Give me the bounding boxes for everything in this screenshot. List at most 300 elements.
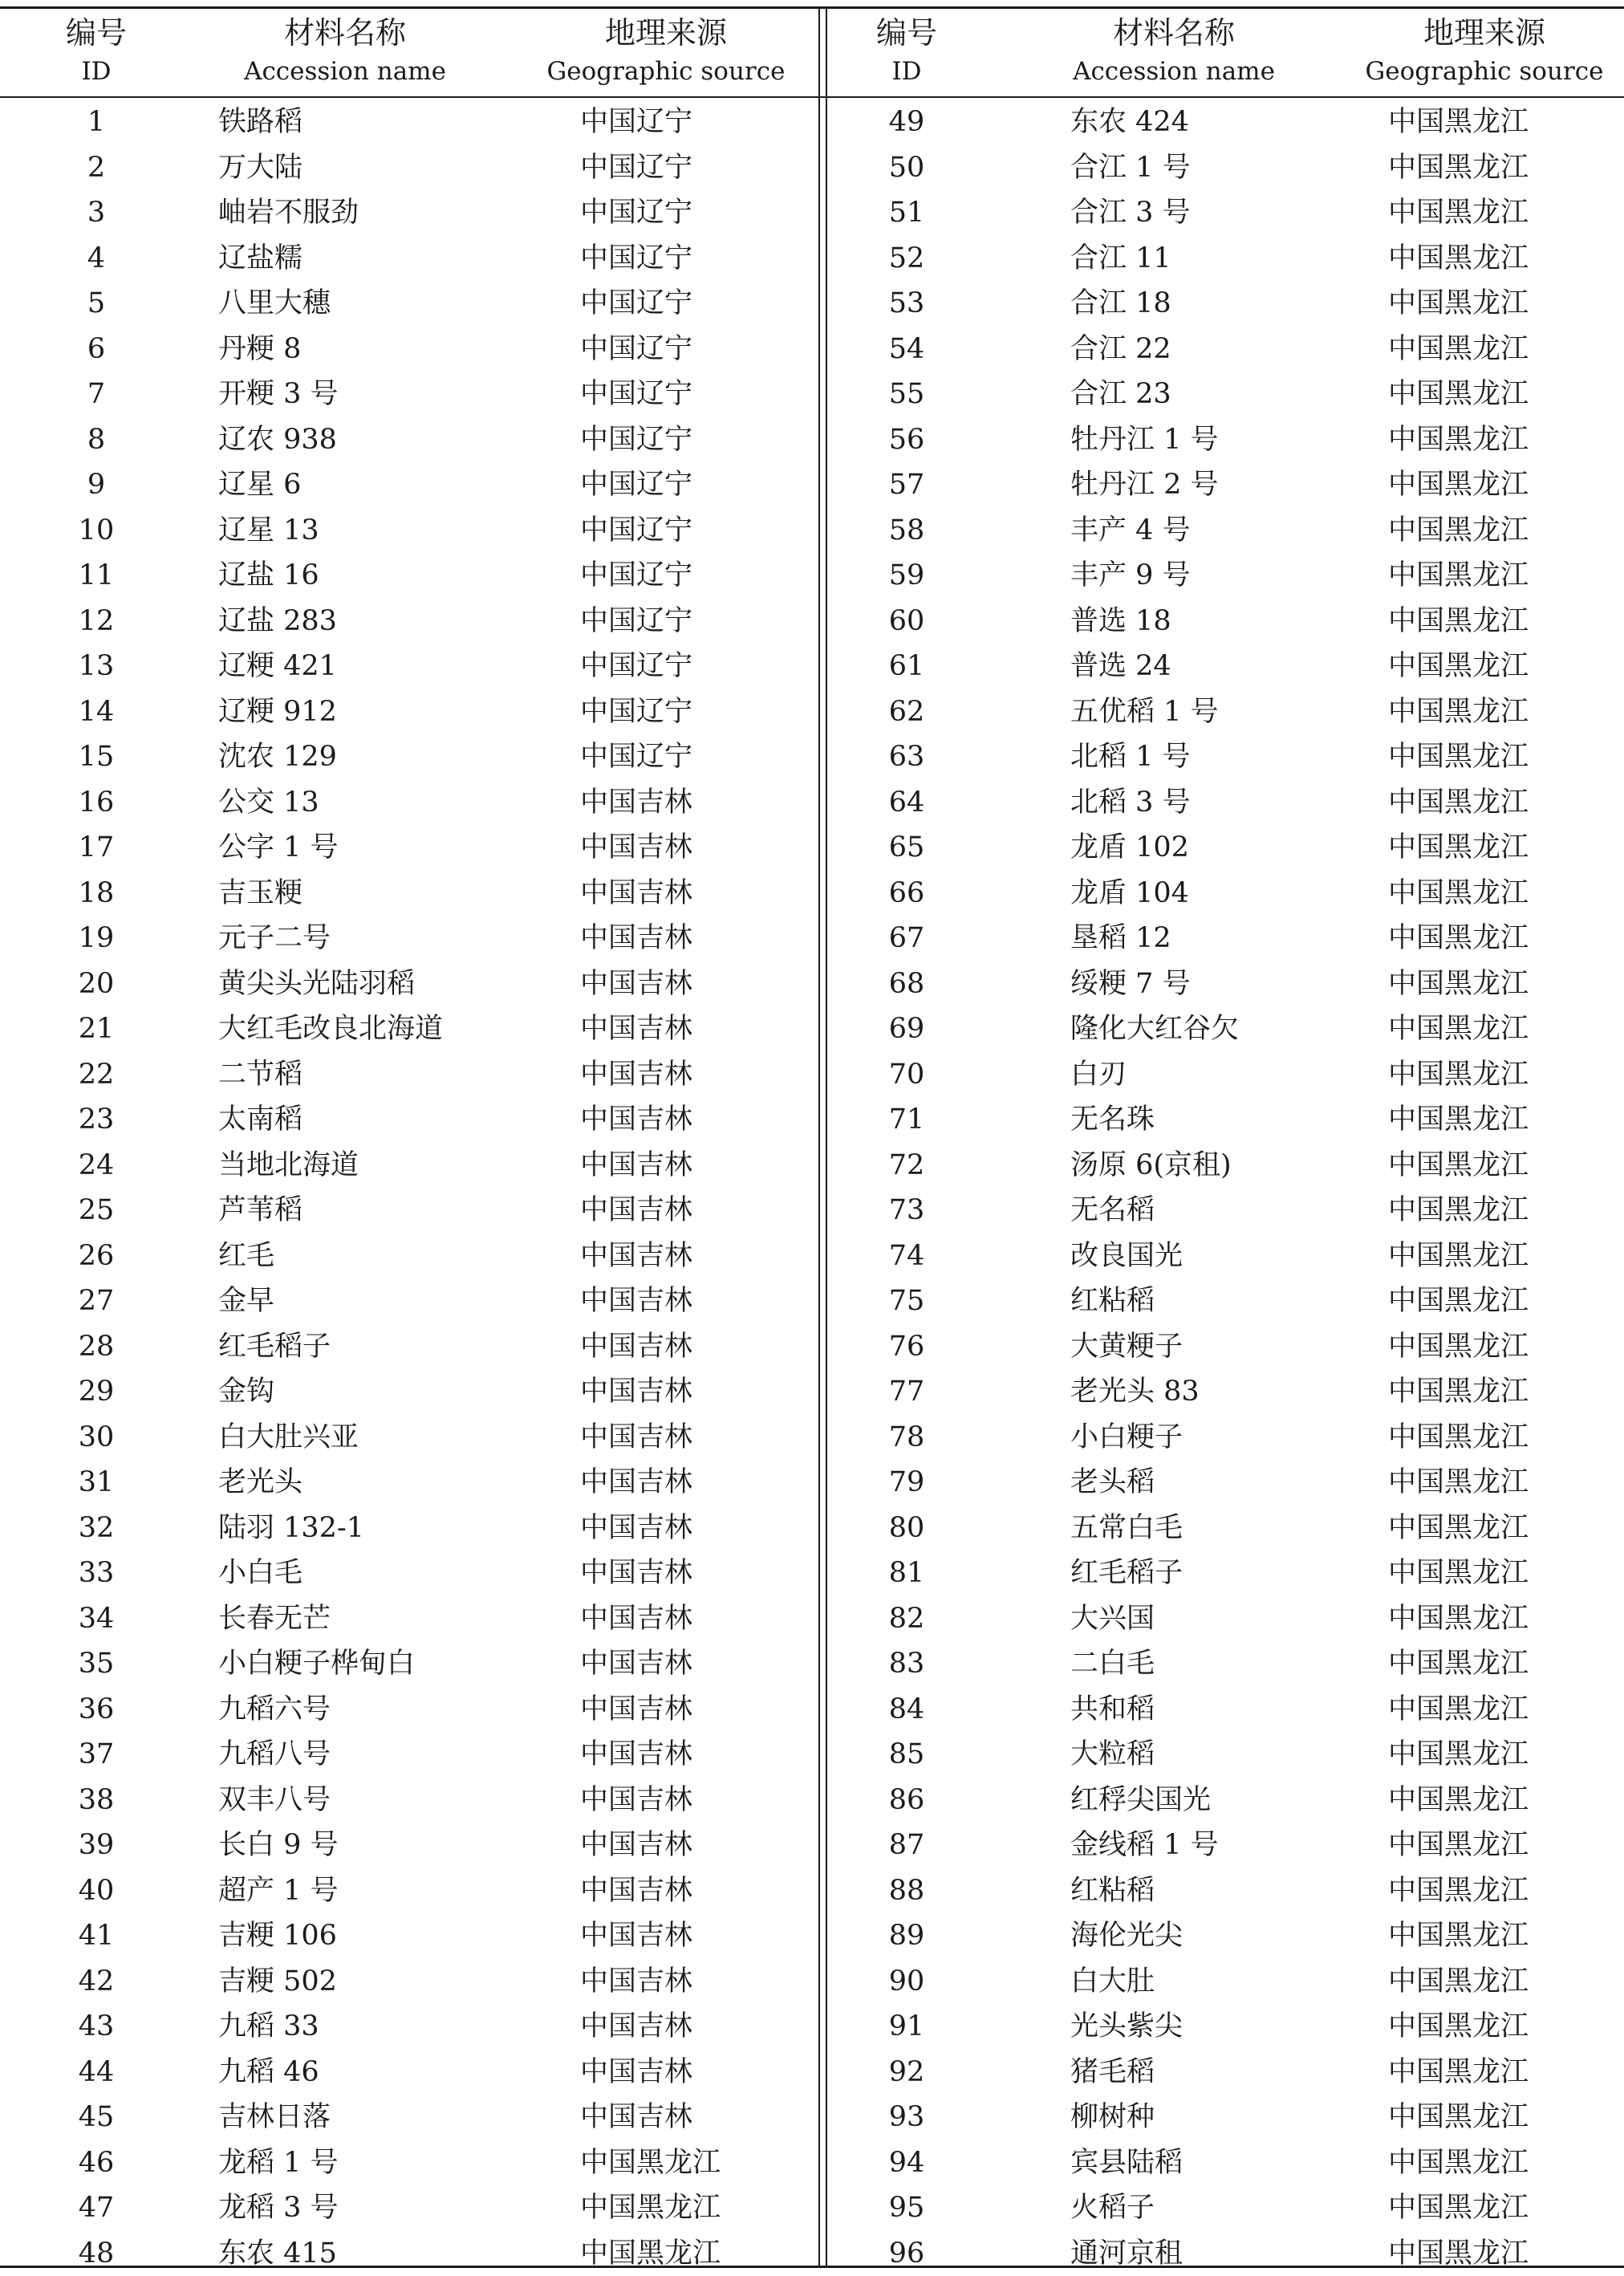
cell-geographic-source: 中国吉林 — [580, 1006, 805, 1052]
table-row — [826, 1415, 1624, 1461]
cell-id: 53 — [826, 281, 987, 327]
cell-geographic-source: 中国辽宁 — [580, 145, 805, 191]
table-row — [826, 281, 1624, 327]
cell-accession-name: 辽盐 16 — [218, 553, 523, 599]
table-row — [0, 734, 820, 780]
cell-id: 14 — [32, 689, 160, 735]
cell-accession-name: 牡丹江 2 号 — [1070, 462, 1343, 508]
cell-accession-name: 火稻子 — [1070, 2185, 1343, 2231]
cell-id: 83 — [826, 1641, 987, 1687]
cell-accession-name: 五优稻 1 号 — [1070, 689, 1343, 735]
cell-geographic-source: 中国黑龙江 — [1388, 553, 1613, 599]
cell-geographic-source: 中国辽宁 — [580, 190, 805, 236]
cell-geographic-source: 中国吉林 — [580, 1687, 805, 1733]
cell-accession-name: 吉粳 502 — [218, 1959, 523, 2005]
cell-geographic-source: 中国黑龙江 — [1388, 780, 1613, 826]
cell-geographic-source: 中国辽宁 — [580, 689, 805, 735]
cell-accession-name: 吉粳 106 — [218, 1913, 523, 1959]
table-row — [0, 871, 820, 916]
cell-id: 37 — [32, 1732, 160, 1778]
table-row — [826, 1006, 1624, 1052]
cell-id: 42 — [32, 1959, 160, 2005]
table-row — [0, 689, 820, 735]
header-name-zh: 材料名称 — [201, 13, 489, 53]
cell-geographic-source: 中国吉林 — [580, 1234, 805, 1279]
cell-id: 24 — [32, 1143, 160, 1189]
table-row — [0, 1868, 820, 1914]
cell-geographic-source: 中国吉林 — [580, 961, 805, 1007]
table-row — [826, 553, 1624, 599]
cell-id: 58 — [826, 508, 987, 554]
cell-geographic-source: 中国吉林 — [580, 1641, 805, 1687]
table-row — [0, 2231, 820, 2276]
cell-geographic-source: 中国黑龙江 — [1388, 1732, 1613, 1778]
cell-geographic-source: 中国黑龙江 — [1388, 1687, 1613, 1733]
cell-id: 94 — [826, 2140, 987, 2186]
cell-id: 40 — [32, 1868, 160, 1914]
header-name — [1037, 10, 1310, 96]
cell-geographic-source: 中国黑龙江 — [1388, 916, 1613, 961]
table-row — [826, 1460, 1624, 1506]
header-name-en: Accession name — [201, 53, 489, 90]
table-row — [0, 1324, 820, 1370]
cell-id: 71 — [826, 1097, 987, 1143]
cell-id: 33 — [32, 1551, 160, 1596]
cell-id: 8 — [32, 417, 160, 463]
cell-id: 67 — [826, 916, 987, 961]
table-row — [826, 1052, 1624, 1098]
cell-geographic-source: 中国吉林 — [580, 1278, 805, 1324]
cell-geographic-source: 中国辽宁 — [580, 599, 805, 644]
cell-id: 56 — [826, 417, 987, 463]
table-row — [826, 190, 1624, 236]
table-row — [826, 961, 1624, 1007]
cell-id: 16 — [32, 780, 160, 826]
cell-id: 45 — [32, 2095, 160, 2140]
cell-id: 20 — [32, 961, 160, 1007]
cell-id: 61 — [826, 644, 987, 689]
cell-accession-name: 太南稻 — [218, 1097, 523, 1143]
table-row — [826, 236, 1624, 282]
cell-geographic-source: 中国黑龙江 — [1388, 1868, 1613, 1914]
cell-accession-name: 九稻八号 — [218, 1732, 523, 1778]
cell-id: 93 — [826, 2095, 987, 2140]
cell-geographic-source: 中国黑龙江 — [1388, 1324, 1613, 1370]
cell-id: 28 — [32, 1324, 160, 1370]
cell-accession-name: 白大肚 — [1070, 1959, 1343, 2005]
table-row — [826, 372, 1624, 417]
cell-id: 1 — [32, 100, 160, 145]
cell-accession-name: 红粘稻 — [1070, 1868, 1343, 1914]
cell-id: 32 — [32, 1506, 160, 1551]
cell-id: 7 — [32, 372, 160, 417]
cell-accession-name: 龙稻 1 号 — [218, 2140, 523, 2186]
table-row — [826, 1959, 1624, 2005]
cell-accession-name: 宾县陆稻 — [1070, 2140, 1343, 2186]
cell-accession-name: 元子二号 — [218, 916, 523, 961]
cell-geographic-source: 中国吉林 — [580, 1823, 805, 1868]
cell-geographic-source: 中国黑龙江 — [1388, 1460, 1613, 1506]
cell-accession-name: 二节稻 — [218, 1052, 523, 1098]
cell-accession-name: 白大肚兴亚 — [218, 1415, 523, 1461]
table-row — [0, 1188, 820, 1234]
cell-geographic-source: 中国黑龙江 — [1388, 1052, 1613, 1098]
cell-geographic-source: 中国黑龙江 — [1388, 417, 1613, 463]
cell-geographic-source: 中国吉林 — [580, 1959, 805, 2005]
cell-geographic-source: 中国辽宁 — [580, 644, 805, 689]
table-row — [0, 2140, 820, 2186]
cell-id: 26 — [32, 1234, 160, 1279]
cell-id: 60 — [826, 599, 987, 644]
cell-id: 86 — [826, 1778, 987, 1823]
table-row — [0, 1506, 820, 1551]
cell-geographic-source: 中国黑龙江 — [1388, 1369, 1613, 1415]
header-id-en: ID — [32, 53, 160, 90]
cell-geographic-source: 中国黑龙江 — [1388, 236, 1613, 282]
cell-id: 36 — [32, 1687, 160, 1733]
cell-geographic-source: 中国辽宁 — [580, 281, 805, 327]
table-row — [826, 1823, 1624, 1868]
cell-geographic-source: 中国辽宁 — [580, 508, 805, 554]
cell-accession-name: 大兴国 — [1070, 1596, 1343, 1642]
table-row — [826, 916, 1624, 961]
cell-geographic-source: 中国吉林 — [580, 1868, 805, 1914]
cell-id: 46 — [32, 2140, 160, 2186]
cell-accession-name: 长春无芒 — [218, 1596, 523, 1642]
table-row — [826, 1687, 1624, 1733]
cell-geographic-source: 中国吉林 — [580, 1913, 805, 1959]
cell-accession-name: 万大陆 — [218, 145, 523, 191]
cell-geographic-source: 中国黑龙江 — [1388, 2050, 1613, 2095]
table-row — [826, 1097, 1624, 1143]
cell-accession-name: 红毛 — [218, 1234, 523, 1279]
cell-geographic-source: 中国辽宁 — [580, 462, 805, 508]
header-geo — [538, 10, 794, 96]
cell-accession-name: 海伦光尖 — [1070, 1913, 1343, 1959]
cell-id: 2 — [32, 145, 160, 191]
cell-geographic-source: 中国黑龙江 — [1388, 644, 1613, 689]
cell-geographic-source: 中国黑龙江 — [1388, 1641, 1613, 1687]
cell-accession-name: 东农 424 — [1070, 100, 1343, 145]
cell-accession-name: 吉玉粳 — [218, 871, 523, 916]
cell-geographic-source: 中国黑龙江 — [1388, 1778, 1613, 1823]
header-id-zh: 编号 — [32, 13, 160, 53]
cell-geographic-source: 中国黑龙江 — [1388, 1006, 1613, 1052]
table-row — [0, 145, 820, 191]
table-row — [826, 2185, 1624, 2231]
cell-accession-name: 辽农 938 — [218, 417, 523, 463]
cell-geographic-source: 中国黑龙江 — [1388, 100, 1613, 145]
cell-geographic-source: 中国黑龙江 — [1388, 2004, 1613, 2050]
cell-id: 84 — [826, 1687, 987, 1733]
cell-id: 3 — [32, 190, 160, 236]
table-row — [0, 1143, 820, 1189]
cell-accession-name: 柳树种 — [1070, 2095, 1343, 2140]
cell-geographic-source: 中国黑龙江 — [1388, 508, 1613, 554]
table-row — [0, 1551, 820, 1596]
cell-geographic-source: 中国黑龙江 — [1388, 462, 1613, 508]
table-row — [0, 1687, 820, 1733]
cell-id: 81 — [826, 1551, 987, 1596]
table-row — [826, 100, 1624, 145]
cell-geographic-source: 中国吉林 — [580, 2095, 805, 2140]
table-row — [826, 1234, 1624, 1279]
cell-accession-name: 老光头 — [218, 1460, 523, 1506]
cell-id: 79 — [826, 1460, 987, 1506]
cell-geographic-source: 中国黑龙江 — [1388, 1913, 1613, 1959]
cell-id: 44 — [32, 2050, 160, 2095]
cell-accession-name: 黄尖头光陆羽稻 — [218, 961, 523, 1007]
cell-id: 23 — [32, 1097, 160, 1143]
cell-id: 57 — [826, 462, 987, 508]
cell-geographic-source: 中国黑龙江 — [1388, 599, 1613, 644]
table-row — [826, 780, 1624, 826]
cell-accession-name: 辽星 13 — [218, 508, 523, 554]
cell-accession-name: 吉林日落 — [218, 2095, 523, 2140]
table-row — [826, 145, 1624, 191]
cell-id: 66 — [826, 871, 987, 916]
header-name-zh: 材料名称 — [1037, 13, 1310, 53]
cell-geographic-source: 中国吉林 — [580, 1143, 805, 1189]
cell-geographic-source: 中国黑龙江 — [1388, 1234, 1613, 1279]
cell-geographic-source: 中国黑龙江 — [1388, 190, 1613, 236]
table-row — [0, 1596, 820, 1642]
table-row — [826, 1732, 1624, 1778]
cell-geographic-source: 中国黑龙江 — [1388, 1415, 1613, 1461]
table-row — [826, 1278, 1624, 1324]
cell-geographic-source: 中国辽宁 — [580, 236, 805, 282]
cell-accession-name: 铁路稻 — [218, 100, 523, 145]
cell-accession-name: 大红毛改良北海道 — [218, 1006, 523, 1052]
cell-accession-name: 大黄粳子 — [1070, 1324, 1343, 1370]
cell-id: 41 — [32, 1913, 160, 1959]
table-row — [0, 327, 820, 372]
cell-id: 72 — [826, 1143, 987, 1189]
cell-id: 17 — [32, 825, 160, 871]
cell-id: 51 — [826, 190, 987, 236]
cell-id: 96 — [826, 2231, 987, 2276]
cell-geographic-source: 中国吉林 — [580, 1188, 805, 1234]
cell-geographic-source: 中国吉林 — [580, 1324, 805, 1370]
cell-accession-name: 八里大穗 — [218, 281, 523, 327]
cell-geographic-source: 中国黑龙江 — [1388, 2231, 1613, 2276]
table-row — [0, 1097, 820, 1143]
cell-id: 63 — [826, 734, 987, 780]
table-row — [0, 236, 820, 282]
cell-id: 80 — [826, 1506, 987, 1551]
cell-geographic-source: 中国黑龙江 — [1388, 734, 1613, 780]
cell-accession-name: 金线稻 1 号 — [1070, 1823, 1343, 1868]
table-row — [0, 1778, 820, 1823]
table-row — [0, 1460, 820, 1506]
table-row — [0, 599, 820, 644]
header-geo-zh: 地理来源 — [1352, 13, 1617, 53]
table-row — [0, 190, 820, 236]
cell-id: 48 — [32, 2231, 160, 2276]
cell-id: 95 — [826, 2185, 987, 2231]
cell-accession-name: 无名稻 — [1070, 1188, 1343, 1234]
cell-geographic-source: 中国黑龙江 — [1388, 961, 1613, 1007]
cell-geographic-source: 中国黑龙江 — [1388, 1823, 1613, 1868]
cell-geographic-source: 中国黑龙江 — [1388, 1959, 1613, 2005]
header-name-en: Accession name — [1037, 53, 1310, 90]
cell-accession-name: 开粳 3 号 — [218, 372, 523, 417]
table-row — [0, 2095, 820, 2140]
right-table-half — [826, 0, 1624, 2273]
cell-id: 77 — [826, 1369, 987, 1415]
cell-accession-name: 小白粳子桦甸白 — [218, 1641, 523, 1687]
table-row — [826, 417, 1624, 463]
cell-geographic-source: 中国黑龙江 — [1388, 1188, 1613, 1234]
cell-id: 9 — [32, 462, 160, 508]
cell-id: 10 — [32, 508, 160, 554]
cell-geographic-source: 中国黑龙江 — [1388, 372, 1613, 417]
cell-accession-name: 丰产 4 号 — [1070, 508, 1343, 554]
cell-id: 22 — [32, 1052, 160, 1098]
cell-id: 62 — [826, 689, 987, 735]
table-row — [0, 372, 820, 417]
cell-geographic-source: 中国吉林 — [580, 1460, 805, 1506]
cell-geographic-source: 中国黑龙江 — [1388, 1097, 1613, 1143]
cell-id: 30 — [32, 1415, 160, 1461]
cell-accession-name: 九稻 33 — [218, 2004, 523, 2050]
table-row — [826, 1868, 1624, 1914]
cell-geographic-source: 中国黑龙江 — [1388, 1596, 1613, 1642]
cell-accession-name: 绥粳 7 号 — [1070, 961, 1343, 1007]
cell-geographic-source: 中国黑龙江 — [1388, 281, 1613, 327]
cell-id: 47 — [32, 2185, 160, 2231]
cell-id: 35 — [32, 1641, 160, 1687]
cell-id: 34 — [32, 1596, 160, 1642]
cell-geographic-source: 中国黑龙江 — [1388, 327, 1613, 372]
cell-geographic-source: 中国辽宁 — [580, 417, 805, 463]
table-row — [826, 1551, 1624, 1596]
header-geo-en: Geographic source — [538, 53, 794, 90]
cell-accession-name: 合江 22 — [1070, 327, 1343, 372]
cell-geographic-source: 中国辽宁 — [580, 553, 805, 599]
cell-geographic-source: 中国黑龙江 — [1388, 2095, 1613, 2140]
cell-id: 68 — [826, 961, 987, 1007]
cell-geographic-source: 中国吉林 — [580, 871, 805, 916]
cell-accession-name: 红稃尖国光 — [1070, 1778, 1343, 1823]
cell-accession-name: 芦苇稻 — [218, 1188, 523, 1234]
cell-id: 5 — [32, 281, 160, 327]
table-row — [826, 734, 1624, 780]
cell-accession-name: 红毛稻子 — [218, 1324, 523, 1370]
cell-id: 15 — [32, 734, 160, 780]
cell-accession-name: 通河京租 — [1070, 2231, 1343, 2276]
cell-id: 85 — [826, 1732, 987, 1778]
table-row — [0, 1823, 820, 1868]
cell-geographic-source: 中国辽宁 — [580, 734, 805, 780]
table-row — [0, 916, 820, 961]
cell-geographic-source: 中国黑龙江 — [1388, 1506, 1613, 1551]
cell-accession-name: 老光头 83 — [1070, 1369, 1343, 1415]
cell-id: 55 — [826, 372, 987, 417]
table-row — [826, 1506, 1624, 1551]
cell-accession-name: 岫岩不服劲 — [218, 190, 523, 236]
cell-geographic-source: 中国黑龙江 — [580, 2140, 805, 2186]
cell-accession-name: 北稻 1 号 — [1070, 734, 1343, 780]
cell-id: 70 — [826, 1052, 987, 1098]
cell-accession-name: 小白粳子 — [1070, 1415, 1343, 1461]
cell-accession-name: 辽盐糯 — [218, 236, 523, 282]
table-row — [0, 1278, 820, 1324]
cell-accession-name: 龙盾 102 — [1070, 825, 1343, 871]
table-row — [0, 2185, 820, 2231]
cell-geographic-source: 中国吉林 — [580, 1596, 805, 1642]
cell-accession-name: 辽盐 283 — [218, 599, 523, 644]
cell-accession-name: 五常白毛 — [1070, 1506, 1343, 1551]
cell-id: 74 — [826, 1234, 987, 1279]
cell-geographic-source: 中国吉林 — [580, 825, 805, 871]
cell-accession-name: 猪毛稻 — [1070, 2050, 1343, 2095]
cell-geographic-source: 中国黑龙江 — [1388, 825, 1613, 871]
table-row — [826, 1641, 1624, 1687]
cell-accession-name: 合江 18 — [1070, 281, 1343, 327]
table-row — [0, 1732, 820, 1778]
table-row — [0, 1234, 820, 1279]
table-row — [826, 327, 1624, 372]
table-row — [826, 2095, 1624, 2140]
table-row — [826, 825, 1624, 871]
cell-geographic-source: 中国吉林 — [580, 2050, 805, 2095]
cell-geographic-source: 中国黑龙江 — [1388, 1278, 1613, 1324]
table-row — [0, 1913, 820, 1959]
cell-id: 54 — [826, 327, 987, 372]
cell-accession-name: 当地北海道 — [218, 1143, 523, 1189]
cell-geographic-source: 中国黑龙江 — [1388, 2185, 1613, 2231]
cell-id: 52 — [826, 236, 987, 282]
cell-id: 88 — [826, 1868, 987, 1914]
cell-accession-name: 白刃 — [1070, 1052, 1343, 1098]
table-row — [0, 1959, 820, 2005]
cell-accession-name: 金早 — [218, 1278, 523, 1324]
table-row — [826, 2231, 1624, 2276]
cell-accession-name: 龙稻 3 号 — [218, 2185, 523, 2231]
cell-accession-name: 北稻 3 号 — [1070, 780, 1343, 826]
cell-accession-name: 双丰八号 — [218, 1778, 523, 1823]
table-row — [0, 417, 820, 463]
table-row — [826, 462, 1624, 508]
cell-accession-name: 牡丹江 1 号 — [1070, 417, 1343, 463]
cell-accession-name: 隆化大红谷欠 — [1070, 1006, 1343, 1052]
table-row — [0, 462, 820, 508]
table-body-right — [826, 100, 1624, 2276]
cell-geographic-source: 中国黑龙江 — [580, 2185, 805, 2231]
table-row — [826, 1188, 1624, 1234]
table-row — [826, 689, 1624, 735]
cell-accession-name: 改良国光 — [1070, 1234, 1343, 1279]
table-row — [0, 644, 820, 689]
header-geo-zh: 地理来源 — [538, 13, 794, 53]
header-geo-en: Geographic source — [1352, 53, 1617, 90]
header-id-en: ID — [826, 53, 987, 90]
cell-id: 90 — [826, 1959, 987, 2005]
cell-id: 87 — [826, 1823, 987, 1868]
cell-accession-name: 辽粳 421 — [218, 644, 523, 689]
cell-accession-name: 合江 11 — [1070, 236, 1343, 282]
cell-geographic-source: 中国吉林 — [580, 1052, 805, 1098]
cell-accession-name: 辽星 6 — [218, 462, 523, 508]
cell-accession-name: 红粘稻 — [1070, 1278, 1343, 1324]
table-row — [826, 1778, 1624, 1823]
cell-geographic-source: 中国吉林 — [580, 1415, 805, 1461]
cell-geographic-source: 中国吉林 — [580, 916, 805, 961]
table-row — [826, 508, 1624, 554]
cell-geographic-source: 中国辽宁 — [580, 372, 805, 417]
cell-id: 73 — [826, 1188, 987, 1234]
